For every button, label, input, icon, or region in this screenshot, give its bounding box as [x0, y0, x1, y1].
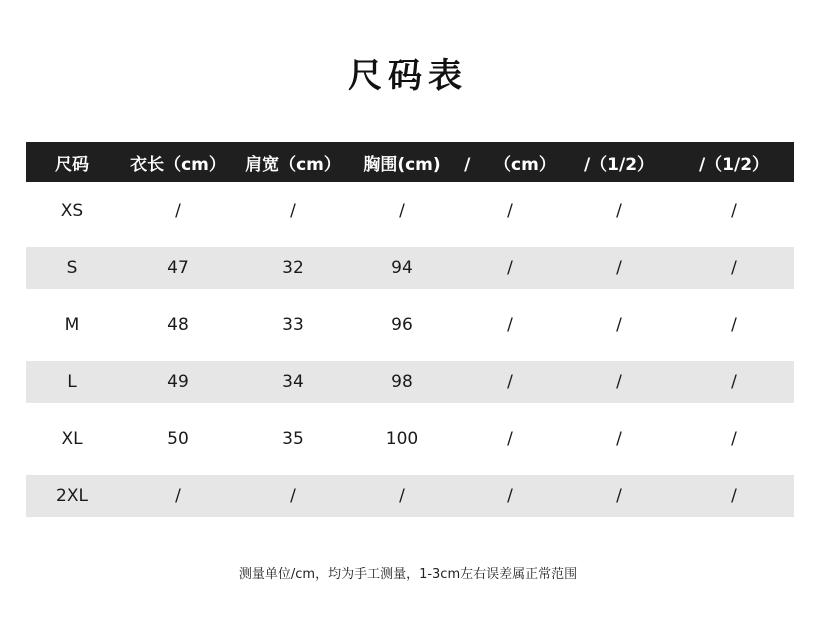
cell-size: 2XL	[56, 486, 88, 506]
table-row	[26, 410, 794, 467]
size-table	[26, 142, 794, 524]
cell-chest: 94	[391, 258, 413, 278]
cell-chest: 100	[385, 429, 419, 449]
cell-length: /	[175, 486, 181, 506]
measurement-note: 测量单位/cm，均为手工测量，1-3cm左右误差属正常范围	[238, 567, 578, 582]
table-row	[26, 246, 794, 289]
cell-col7: /	[731, 429, 737, 449]
cell-col6: /	[616, 258, 622, 278]
cell-size: XS	[60, 201, 84, 221]
cell-col6: /	[616, 372, 622, 392]
cell-col5: /	[507, 486, 513, 506]
cell-col6: /	[616, 201, 622, 221]
cell-chest: /	[399, 201, 405, 221]
cell-col7: /	[731, 315, 737, 335]
header-col5	[456, 150, 564, 175]
page-title: 尺码表	[348, 56, 468, 96]
cell-col6: /	[616, 315, 622, 335]
cell-shoulder: 35	[282, 429, 304, 449]
cell-col5: /	[507, 429, 513, 449]
cell-col5: /	[507, 315, 513, 335]
cell-length: /	[175, 201, 181, 221]
header-chest: 胸围(cm)	[363, 154, 441, 175]
header-col5-unit: （cm）	[494, 154, 556, 175]
cell-col5: /	[507, 372, 513, 392]
cell-col7: /	[731, 372, 737, 392]
cell-shoulder: /	[290, 486, 296, 506]
table-row	[26, 474, 794, 517]
cell-size: M	[64, 315, 80, 335]
cell-shoulder: 34	[282, 372, 304, 392]
cell-col5: /	[507, 258, 513, 278]
cell-length: 48	[167, 315, 189, 335]
table-header-row	[26, 142, 794, 182]
cell-chest: 96	[391, 315, 413, 335]
cell-shoulder: /	[290, 201, 296, 221]
header-shoulder: 肩宽（cm）	[245, 154, 341, 175]
table-row	[26, 296, 794, 353]
header-col5-slash: /	[464, 154, 471, 175]
cell-col7: /	[731, 258, 737, 278]
cell-length: 47	[167, 258, 189, 278]
header-size: 尺码	[55, 154, 89, 175]
table-row	[26, 360, 794, 403]
cell-col5: /	[507, 201, 513, 221]
cell-size: XL	[61, 429, 83, 449]
cell-shoulder: 32	[282, 258, 304, 278]
header-col7: /（1/2）	[698, 154, 770, 175]
cell-col7: /	[731, 201, 737, 221]
cell-size: L	[67, 372, 77, 392]
cell-shoulder: 33	[282, 315, 304, 335]
cell-chest: /	[399, 486, 405, 506]
cell-length: 50	[167, 429, 189, 449]
header-col6: /（1/2）	[583, 154, 655, 175]
table-row	[26, 182, 794, 239]
cell-col6: /	[616, 486, 622, 506]
cell-col7: /	[731, 486, 737, 506]
cell-length: 49	[167, 372, 189, 392]
cell-chest: 98	[391, 372, 413, 392]
header-length: 衣长（cm）	[130, 154, 226, 175]
cell-size: S	[66, 258, 78, 278]
cell-col6: /	[616, 429, 622, 449]
